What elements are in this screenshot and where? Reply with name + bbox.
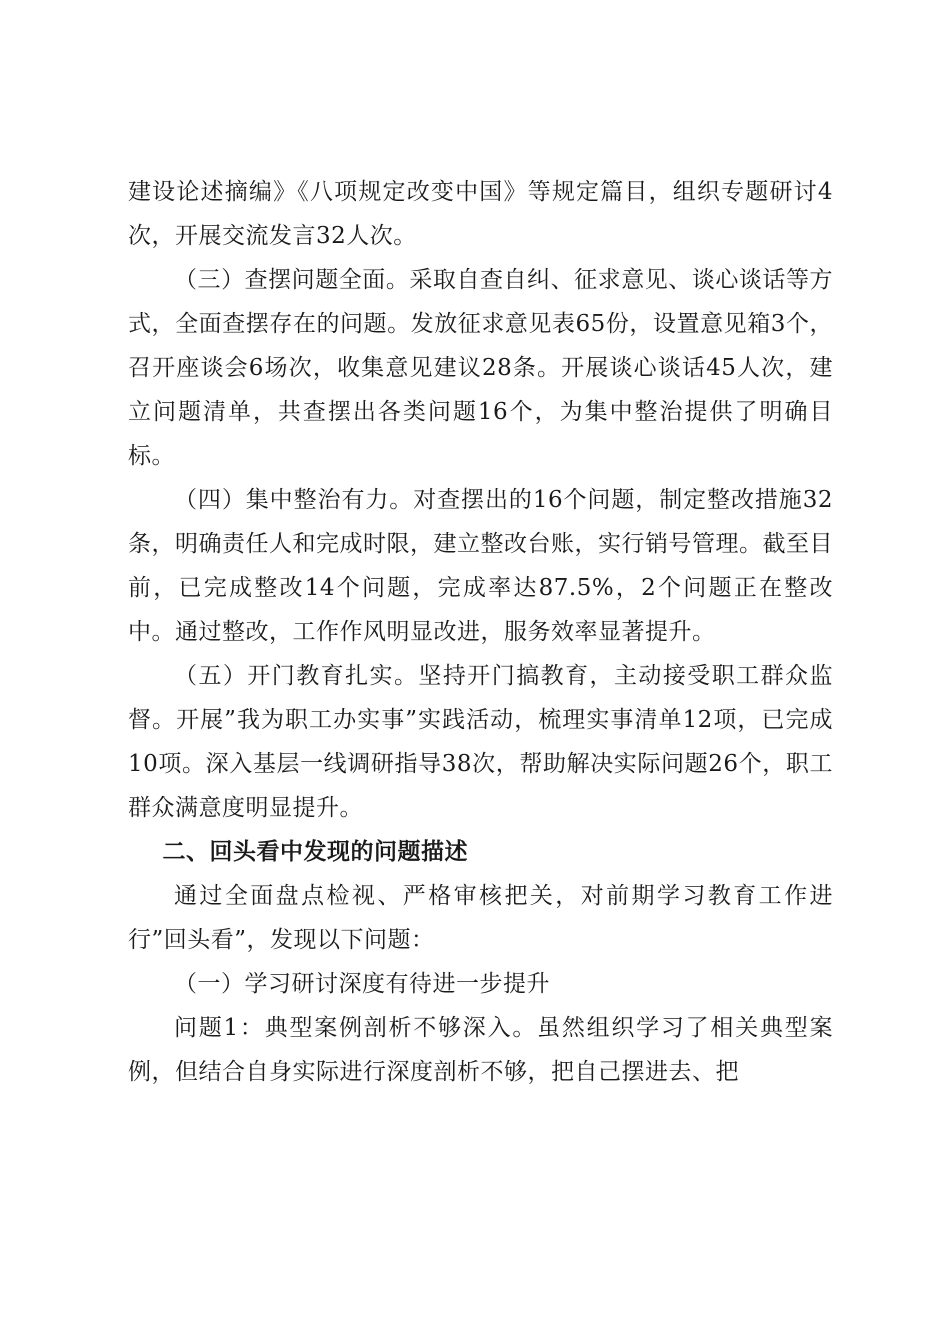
- paragraph-section-5: （五）开门教育扎实。坚持开门搞教育，主动接受职工群众监督。开展”我为职工办实事”实践活动，梳理实事清单12项，已完成10项。深入基层一线调研指导38次，帮助解决实际问题26个，职工群众满意度明显提升。: [128, 663, 833, 821]
- section-heading-2: 二、回头看中发现的问题描述: [162, 839, 468, 865]
- paragraph-continuation: 建设论述摘编》《八项规定改变中国》等规定篇目，组织专题研讨4次，开展交流发言32人次。: [128, 179, 833, 249]
- document-body: [128, 170, 833, 1094]
- paragraph-issue-1: 问题1：典型案例剖析不够深入。虽然组织学习了相关典型案例，但结合自身实际进行深度剖析不够，把自己摆进去、把: [128, 1015, 833, 1085]
- paragraph-section-4: （四）集中整治有力。对查摆出的16个问题，制定整改措施32条，明确责任人和完成时限，建立整改台账，实行销号管理。截至目前，已完成整改14个问题，完成率达87.5%，2个问题正在整改中。通过整改，工作作风明显改进，服务效率显著提升。: [128, 487, 833, 645]
- paragraph-section-3: （三）查摆问题全面。采取自查自纠、征求意见、谈心谈话等方式，全面查摆存在的问题。发放征求意见表65份，设置意见箱3个，召开座谈会6场次，收集意见建议28条。开展谈心谈话45人次，建立问题清单，共查摆出各类问题16个，为集中整治提供了明确目标。: [128, 267, 833, 469]
- paragraph-review-intro: 通过全面盘点检视、严格审核把关，对前期学习教育工作进行”回头看”，发现以下问题：: [128, 883, 833, 953]
- subheading-1: （一）学习研讨深度有待进一步提升: [174, 971, 550, 997]
